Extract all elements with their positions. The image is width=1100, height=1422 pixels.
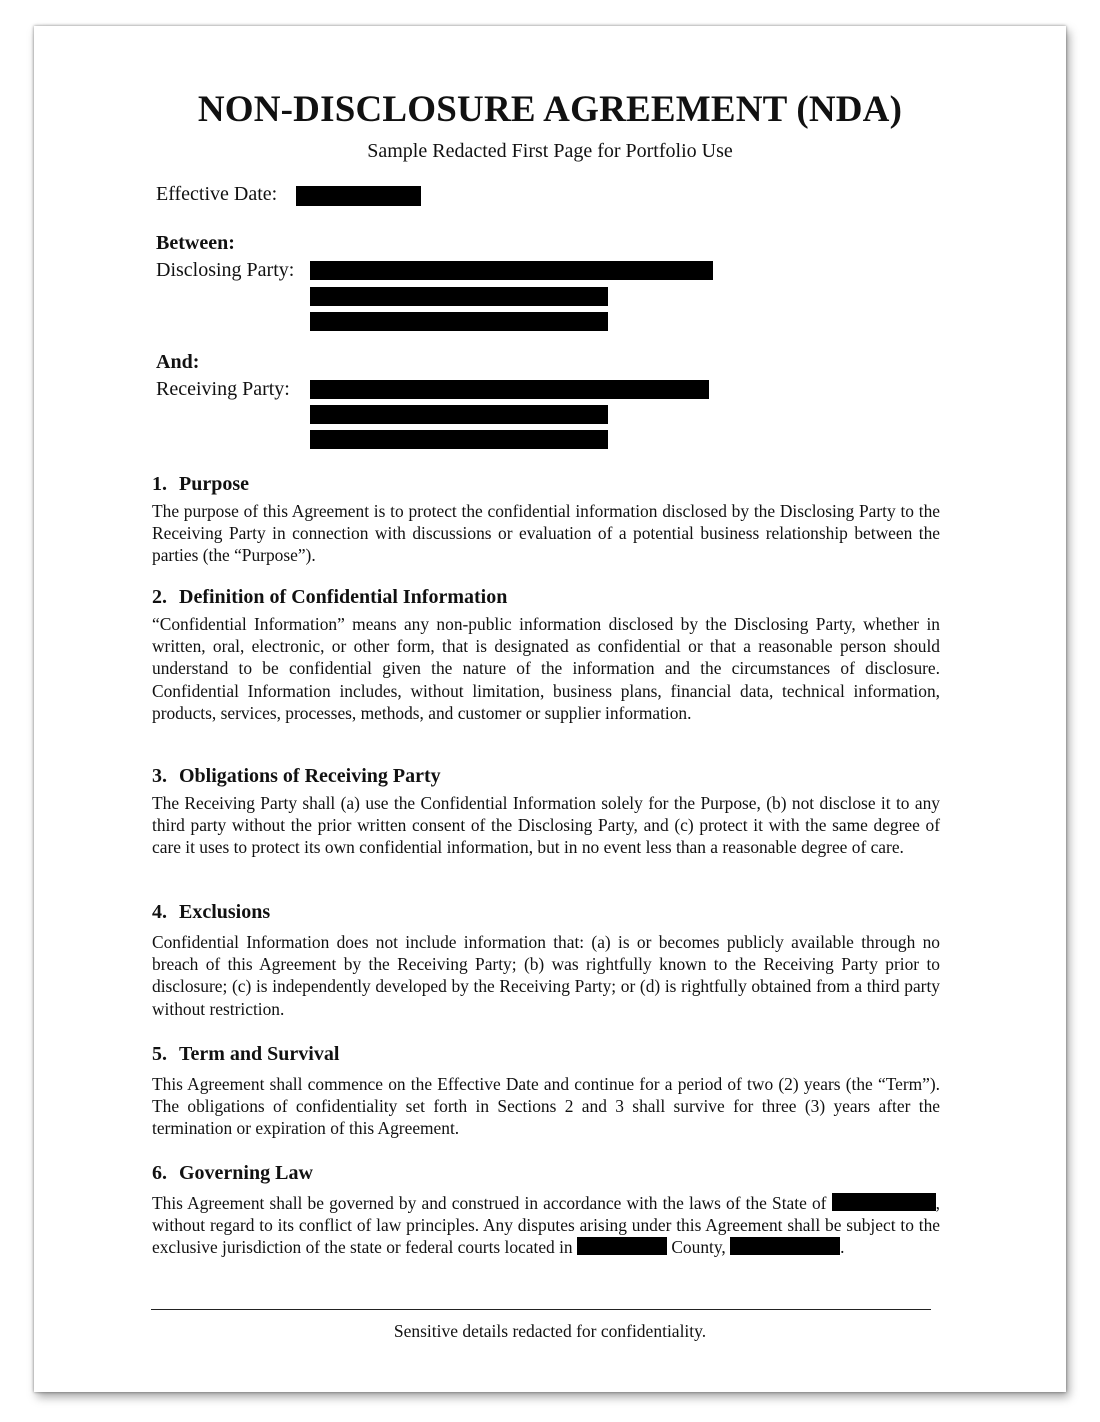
section-heading bbox=[152, 586, 940, 609]
section-heading bbox=[152, 901, 940, 924]
disclosing-party-redaction-2 bbox=[310, 287, 608, 306]
section-number: 1. bbox=[152, 473, 167, 495]
section-body: “Confidential Information” means any non-public information disclosed by the Disclosing Party, whether in written, oral, electronic, or other form, that is designated as confidential or that a reasonable person should understand to be confidential given the nature of the information and the circumstances of disclosure. Confidential Information includes, without limitation, business plans, financial data, technical information, products, services, processes, methods, and customer or supplier information. bbox=[152, 614, 940, 723]
section-body: The Receiving Party shall (a) use the Confidential Information solely for the Purpose, (b) not disclose it to any third party without the prior written consent of the Disclosing Party, and (c) protect it with the same degree of care it uses to protect its own confidential information, but in no event less than a reasonable degree of care. bbox=[152, 793, 940, 858]
section-title: Governing Law bbox=[179, 1162, 313, 1184]
section-title: Term and Survival bbox=[179, 1043, 340, 1065]
receiving-party-label: Receiving Party: bbox=[156, 378, 290, 400]
section-body-text: , without regard to its conflict of law principles. Any disputes arising under this Agreement shall be subject to the exclusive jurisdiction of the state or federal courts located in bbox=[152, 1193, 940, 1258]
state-redaction bbox=[832, 1193, 936, 1211]
section-heading bbox=[152, 1043, 940, 1066]
section-obligations bbox=[152, 765, 940, 859]
section-body bbox=[152, 1192, 940, 1259]
section-body-text: County, bbox=[666, 1237, 726, 1258]
footer-divider bbox=[151, 1309, 931, 1310]
document-page bbox=[34, 26, 1066, 1392]
section-heading bbox=[152, 765, 940, 788]
section-number: 3. bbox=[152, 765, 167, 787]
section-title: Purpose bbox=[179, 473, 249, 495]
disclosing-party-label: Disclosing Party: bbox=[156, 259, 295, 281]
document-subtitle: Sample Redacted First Page for Portfolio Use bbox=[367, 140, 733, 162]
section-body: The purpose of this Agreement is to protect the confidential information disclosed by the Disclosing Party to the Receiving Party in connection with discussions or evaluation of a potential business relationship between the parties (the “Purpose”). bbox=[152, 501, 940, 566]
section-purpose bbox=[152, 473, 940, 567]
section-title: Exclusions bbox=[179, 901, 271, 923]
section-term bbox=[152, 1043, 940, 1140]
receiving-party-redaction-2 bbox=[310, 405, 608, 424]
section-number: 6. bbox=[152, 1162, 167, 1184]
section-title: Definition of Confidential Information bbox=[179, 586, 508, 608]
section-number: 5. bbox=[152, 1043, 167, 1065]
section-body: This Agreement shall commence on the Effective Date and continue for a period of two (2) years (the “Term”). The obligations of confidentiality set forth in Sections 2 and 3 shall survive for three (3) years after the termination or expiration of this Agreement. bbox=[152, 1074, 940, 1139]
section-title: Obligations of Receiving Party bbox=[179, 765, 441, 787]
receiving-party-redaction-3 bbox=[310, 430, 608, 449]
county-redaction bbox=[577, 1237, 667, 1255]
county-state-redaction bbox=[730, 1237, 840, 1255]
section-heading bbox=[152, 1162, 940, 1185]
effective-date-redaction bbox=[296, 186, 421, 206]
document-title: NON-DISCLOSURE AGREEMENT (NDA) bbox=[197, 89, 903, 130]
and-label: And: bbox=[156, 351, 200, 373]
section-number: 4. bbox=[152, 901, 167, 923]
section-body-text: This Agreement shall be governed by and construed in accordance with the laws of the State of bbox=[152, 1193, 827, 1213]
section-exclusions bbox=[152, 901, 940, 1020]
receiving-party-redaction-1 bbox=[310, 380, 709, 399]
section-definition bbox=[152, 586, 940, 724]
disclosing-party-redaction-3 bbox=[310, 312, 608, 331]
section-number: 2. bbox=[152, 586, 167, 608]
section-body: Confidential Information does not include information that: (a) is or becomes publicly available through no breach of this Agreement by the Receiving Party; (b) was rightfully known to the Receiving Party prior to disclosure; (c) is independently developed by the Receiving Party; or (d) is rightfully obtained from a third party without restriction. bbox=[152, 932, 940, 1019]
section-body-text: . bbox=[840, 1237, 845, 1258]
section-governing-law bbox=[152, 1162, 940, 1259]
footer-note: Sensitive details redacted for confidentiality. bbox=[393, 1321, 707, 1341]
between-label: Between: bbox=[156, 232, 235, 254]
disclosing-party-redaction-1 bbox=[310, 261, 713, 280]
section-heading bbox=[152, 473, 940, 496]
effective-date-label: Effective Date: bbox=[156, 183, 278, 205]
